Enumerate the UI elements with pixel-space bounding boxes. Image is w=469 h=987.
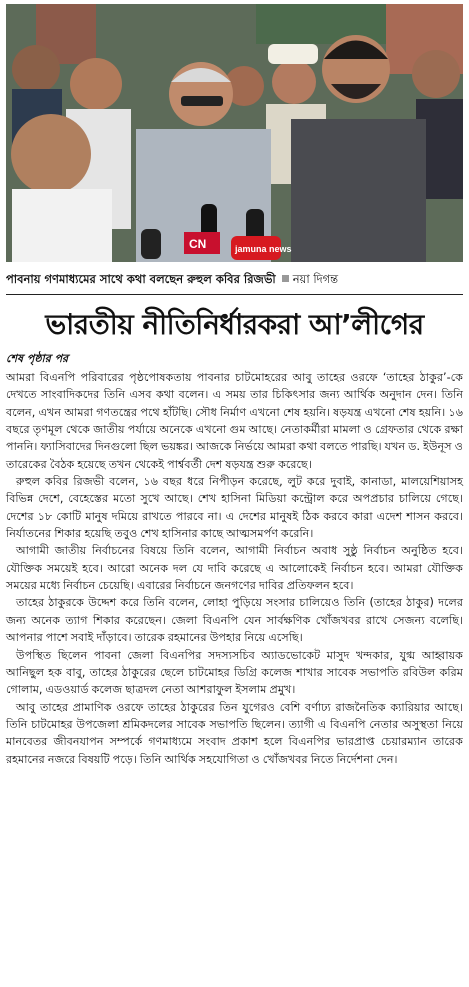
continued-from-label: শেষ পৃষ্ঠার পর xyxy=(6,352,69,365)
headline: ভারতীয় নীতিনির্ধারকরা আ’লীগের xyxy=(45,308,424,341)
caption-separator xyxy=(282,275,289,282)
paragraph: আমরা বিএনপি পরিবারের পৃষ্ঠপোষকতায় পাবনার চাটমোহরের আবু তাহের ওরফে ‘তাহের ঠাকুর’-কে দেখতে সাংবাদিকদের তিনি এসব কথা বলেন। এ সময় তার চিকিৎসার জন্য আর্থিক অনুদান দেন। তিনি বলেন, এখন আমরা গণতন্ত্রের পথে হাঁটছি। সৌধ নির্মাণ এখনো শেষ হয়নি। ষড়যন্ত্র এখনো শেষ হয়নি। ১৬ বছরে তৃণমূল থেকে জাতীয় পর্যায়ে অনেকে এখনো গুম আছে। নেতাকর্মীরা মামলা ও গ্রেফতার থেকে রক্ষা পাননি। ফ্যাসিবাদের দিনগুলো ছিল ভয়ঙ্কর। আজকে নির্ভয়ে আমরা কথা বলতে পারছি। যখন ড. ইউনূস ও তারেকের বৈঠক হয়েছে তখন থেকেই পার্শ্ববর্তী দেশ ষড়যন্ত্র শুরু করেছে। xyxy=(6,371,463,471)
caption-text: পাবনায় গণমাধ্যমের সাথে কথা বলছেন রুহুল কবির রিজভী xyxy=(6,272,276,286)
news-photo xyxy=(6,4,463,262)
press-scene-illustration xyxy=(6,4,463,262)
mic-label-jamuna: jamuna news xyxy=(235,244,292,254)
mic-label-cn: CN xyxy=(189,237,207,251)
paragraph: আগামী জাতীয় নির্বাচনের বিষয়ে তিনি বলেন, আগামী নির্বাচন অবাধ সুষ্ঠু নির্বাচন অনুষ্ঠিত হবে। যৌক্তিক সময়েই হবে। আরো অনেক দল যে দাবি করেছে এ আলোকেই নির্বাচন হবে। আমরা যৌক্তিক সময়ের মধ্যে নির্বাচন চেয়েছি। এবারের নির্বাচনে জনগণের দাবির প্রতিফলন হবে। xyxy=(6,544,463,593)
caption-source: নয়া দিগন্ত xyxy=(292,272,339,286)
photo-caption xyxy=(6,268,463,290)
paragraph: আবু তাহের প্রামাণিক ওরফে তাহের ঠাকুরের তিন যুগেরও বেশি বর্ণাঢ্য রাজনৈতিক ক্যারিয়ার আছে। তিনি চাটমোহর উপজেলা শ্রমিকদলের সাবেক সভাপতি ছিলেন। ত্যাগী এ বিএনপি নেতার অসুস্থতা নিয়ে মানবেতর জীবনযাপন সম্পর্কে গণমাধ্যমে সংবাদ প্রকাশ হলে বিএনপির ভারপ্রাপ্ত চেয়ারম্যান তারেক রহমানের নজরে বিষয়টি পড়ে। তিনি আর্থিক সহযোগিতা ও খোঁজখবর নিতে নির্দেশনা দেন। xyxy=(6,700,463,766)
paragraph: রুহুল কবির রিজভী বলেন, ১৬ বছর ধরে নিপীড়ন করেছে, লুট করে দুবাই, কানাডা, মালয়েশিয়াসহ বিভিন্ন দেশে, বেহেস্তের মতো সুখে আছে। শেখ হাসিনা মিডিয়া কন্ট্রোল করে অপপ্রচার চালিয়ে গেছে। দেশের ১৮ কোটি মানুষ দমিয়ে রাখতে পারবে না। এ দেশের মানুষই ঠিক করবে কারা এদেশ শাসন করবে। নির্যাতনের শিকার হয়েছি তবুও শেখ হাসিনার কাছে আত্মসমর্পণ করেনি। xyxy=(6,475,463,541)
article-body xyxy=(6,369,463,768)
paragraph: তাহের ঠাকুরকে উদ্দেশ করে তিনি বলেন, লোহা পুড়িয়ে সংসার চালিয়েও তিনি (তাহের ঠাকুর) দলের জন্য অনেক ত্যাগ শিকার করেছেন। জেলা বিএনপি যেন সার্বক্ষণিক খোঁজখবর রাখে সেজন্য বলেছি। আপনার পাশে সবাই দাঁড়াবে। তারেক রহমানের উপহার নিয়ে এসেছি। xyxy=(6,596,463,645)
paragraph: উপস্থিত ছিলেন পাবনা জেলা বিএনপির সদস্যসচিব অ্যাডভোকেট মাসুদ খন্দকার, যুগ্ম আহ্বায়ক আনিছুল হক বাবু, তাহের ঠাকুরের ছেলে চাটমোহর ডিগ্রি কলেজ শাখার সাবেক সভাপতি রবিউল করিম গোলাম, এডওয়ার্ড কলেজ ছাত্রদল নেতা আশরাফুল ইসলাম প্রমুখ। xyxy=(6,648,463,697)
divider xyxy=(6,294,463,295)
